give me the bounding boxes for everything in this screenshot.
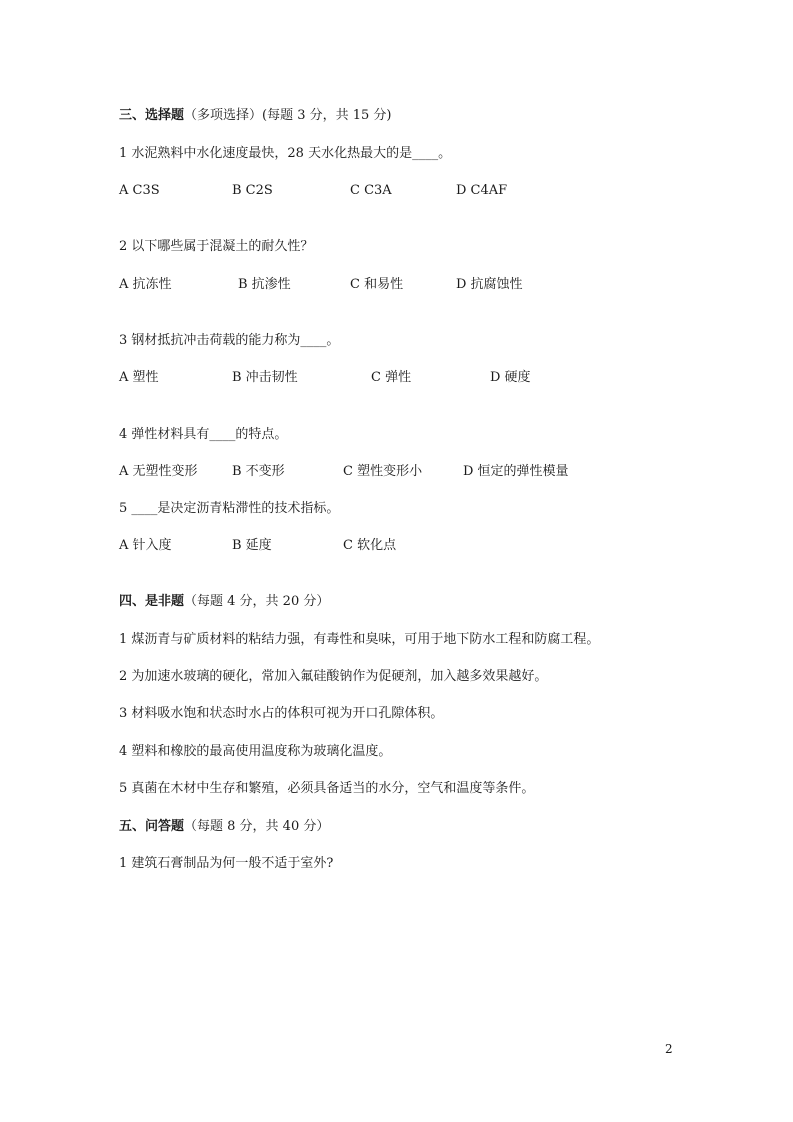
q4-option-a: A 无塑性变形 [119, 464, 198, 479]
question-4-text: 4 弹性材料具有____的特点。 [119, 427, 288, 442]
section3-heading [119, 108, 392, 124]
q4-option-d: D 恒定的弹性模量 [463, 464, 569, 479]
q1-option-a: A C3S [119, 183, 160, 198]
true-false-item-2: 2 为加速水玻璃的硬化，常加入氟硅酸钠作为促硬剂，加入越多效果越好。 [119, 669, 548, 684]
section4-subtitle: （每题 4 分，共 20 分） [184, 594, 330, 609]
q2-option-a: A 抗冻性 [119, 277, 172, 292]
essay-question-1: 1 建筑石膏制品为何一般不适于室外? [119, 856, 334, 871]
q3-option-a: A 塑性 [119, 370, 159, 385]
q2-option-c: C 和易性 [350, 277, 404, 292]
q3-option-d: D 硬度 [490, 370, 531, 385]
q3-option-b: B 冲击韧性 [232, 370, 298, 385]
page-number: 2 [665, 1042, 673, 1056]
q1-option-b: B C2S [232, 183, 273, 198]
true-false-item-3: 3 材料吸水饱和状态时水占的体积可视为开口孔隙体积。 [119, 706, 444, 721]
question-5-text: 5 ____是决定沥青粘滞性的技术指标。 [119, 501, 340, 516]
q1-option-c: C C3A [350, 183, 392, 198]
section4-title: 四、是非题 [119, 594, 185, 609]
question-2-text: 2 以下哪些属于混凝土的耐久性？ [119, 239, 314, 254]
q2-option-b: B 抗渗性 [238, 277, 291, 292]
q1-option-d: D C4AF [456, 183, 508, 198]
true-false-item-5: 5 真菌在木材中生存和繁殖，必须具备适当的水分，空气和温度等条件。 [119, 781, 535, 796]
true-false-item-4: 4 塑料和橡胶的最高使用温度称为玻璃化温度。 [119, 744, 392, 759]
question-1-text: 1 水泥熟料中水化速度最快，28 天水化热最大的是____。 [119, 146, 452, 161]
section3-subtitle: （多项选择）(每题 3 分，共 15 分) [184, 108, 392, 123]
q4-option-c: C 塑性变形小 [343, 464, 423, 479]
question-3-text: 3 钢材抵抗冲击荷载的能力称为____。 [119, 333, 340, 348]
section5-subtitle: （每题 8 分，共 40 分） [184, 819, 330, 834]
true-false-item-1: 1 煤沥青与矿质材料的粘结力强，有毒性和臭味，可用于地下防水工程和防腐工程。 [119, 632, 600, 647]
section3-title: 三、选择题 [119, 108, 185, 123]
q4-option-b: B 不变形 [232, 464, 285, 479]
section4-heading [119, 594, 329, 610]
q5-option-c: C 软化点 [343, 538, 397, 553]
section5-heading [119, 819, 329, 835]
q5-option-a: A 针入度 [119, 538, 172, 553]
section5-title: 五、问答题 [119, 819, 185, 834]
q2-option-d: D 抗腐蚀性 [456, 277, 523, 292]
q3-option-c: C 弹性 [371, 370, 412, 385]
q5-option-b: B 延度 [232, 538, 272, 553]
